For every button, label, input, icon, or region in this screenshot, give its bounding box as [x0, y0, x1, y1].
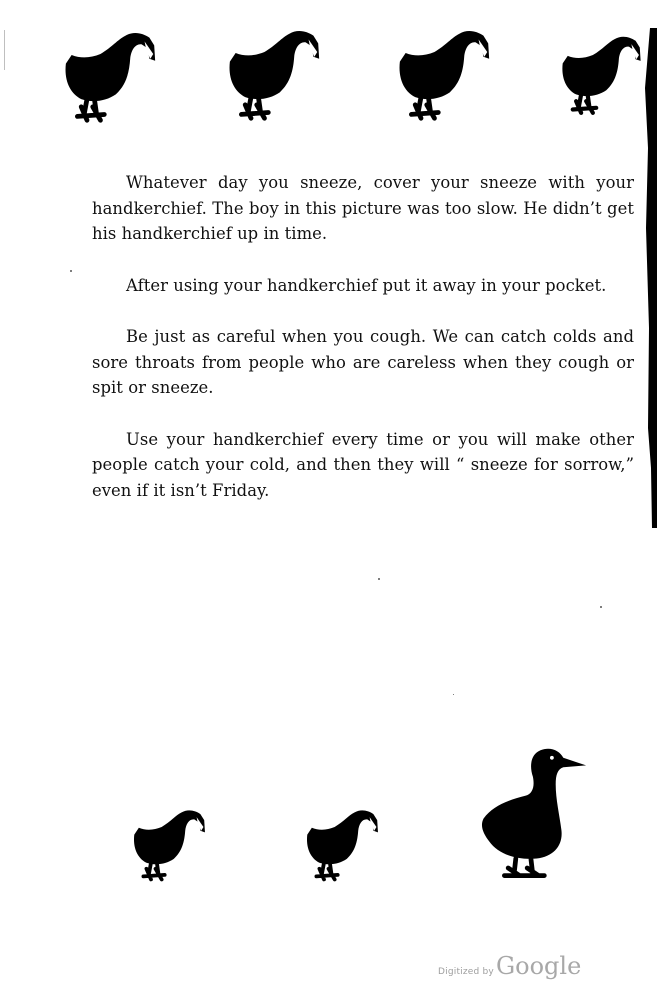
goose-silhouette-icon: [57, 30, 165, 126]
print-speck: [453, 694, 454, 695]
goose-silhouette-icon: [391, 28, 499, 124]
page-margin-rule: [4, 30, 5, 70]
paragraph-sneeze: Whatever day you sneeze, cover your sneeze with your handkerchief. The boy in this picture was too slow. He didn’t get his handkerchief up in time.: [92, 173, 634, 243]
print-speck: [70, 270, 72, 272]
goose-silhouette-icon: [556, 28, 650, 124]
article-body: [92, 170, 634, 529]
standing-goose-icon: [474, 740, 588, 882]
google-logo-text: Google: [495, 952, 582, 980]
digitized-watermark: [438, 952, 581, 980]
watermark-prefix: Digitized by: [438, 967, 494, 977]
goose-silhouette-icon: [128, 808, 212, 884]
paragraph-cough: Be just as careful when you cough. We can catch colds and sore throats from people who are careless when they cough or spit or sneeze.: [92, 327, 634, 397]
goose-silhouette-icon: [301, 808, 385, 884]
goose-silhouette-icon: [221, 28, 329, 124]
print-speck: [378, 578, 380, 580]
paragraph-handkerchief: Use your handkerchief every time or you will make other people catch your cold, and then they will “ sneeze for sorrow,” even if it isn’t Friday.: [92, 429, 634, 500]
paragraph-pocket: After using your handkerchief put it away in your pocket.: [126, 275, 607, 295]
print-speck: [600, 606, 602, 608]
